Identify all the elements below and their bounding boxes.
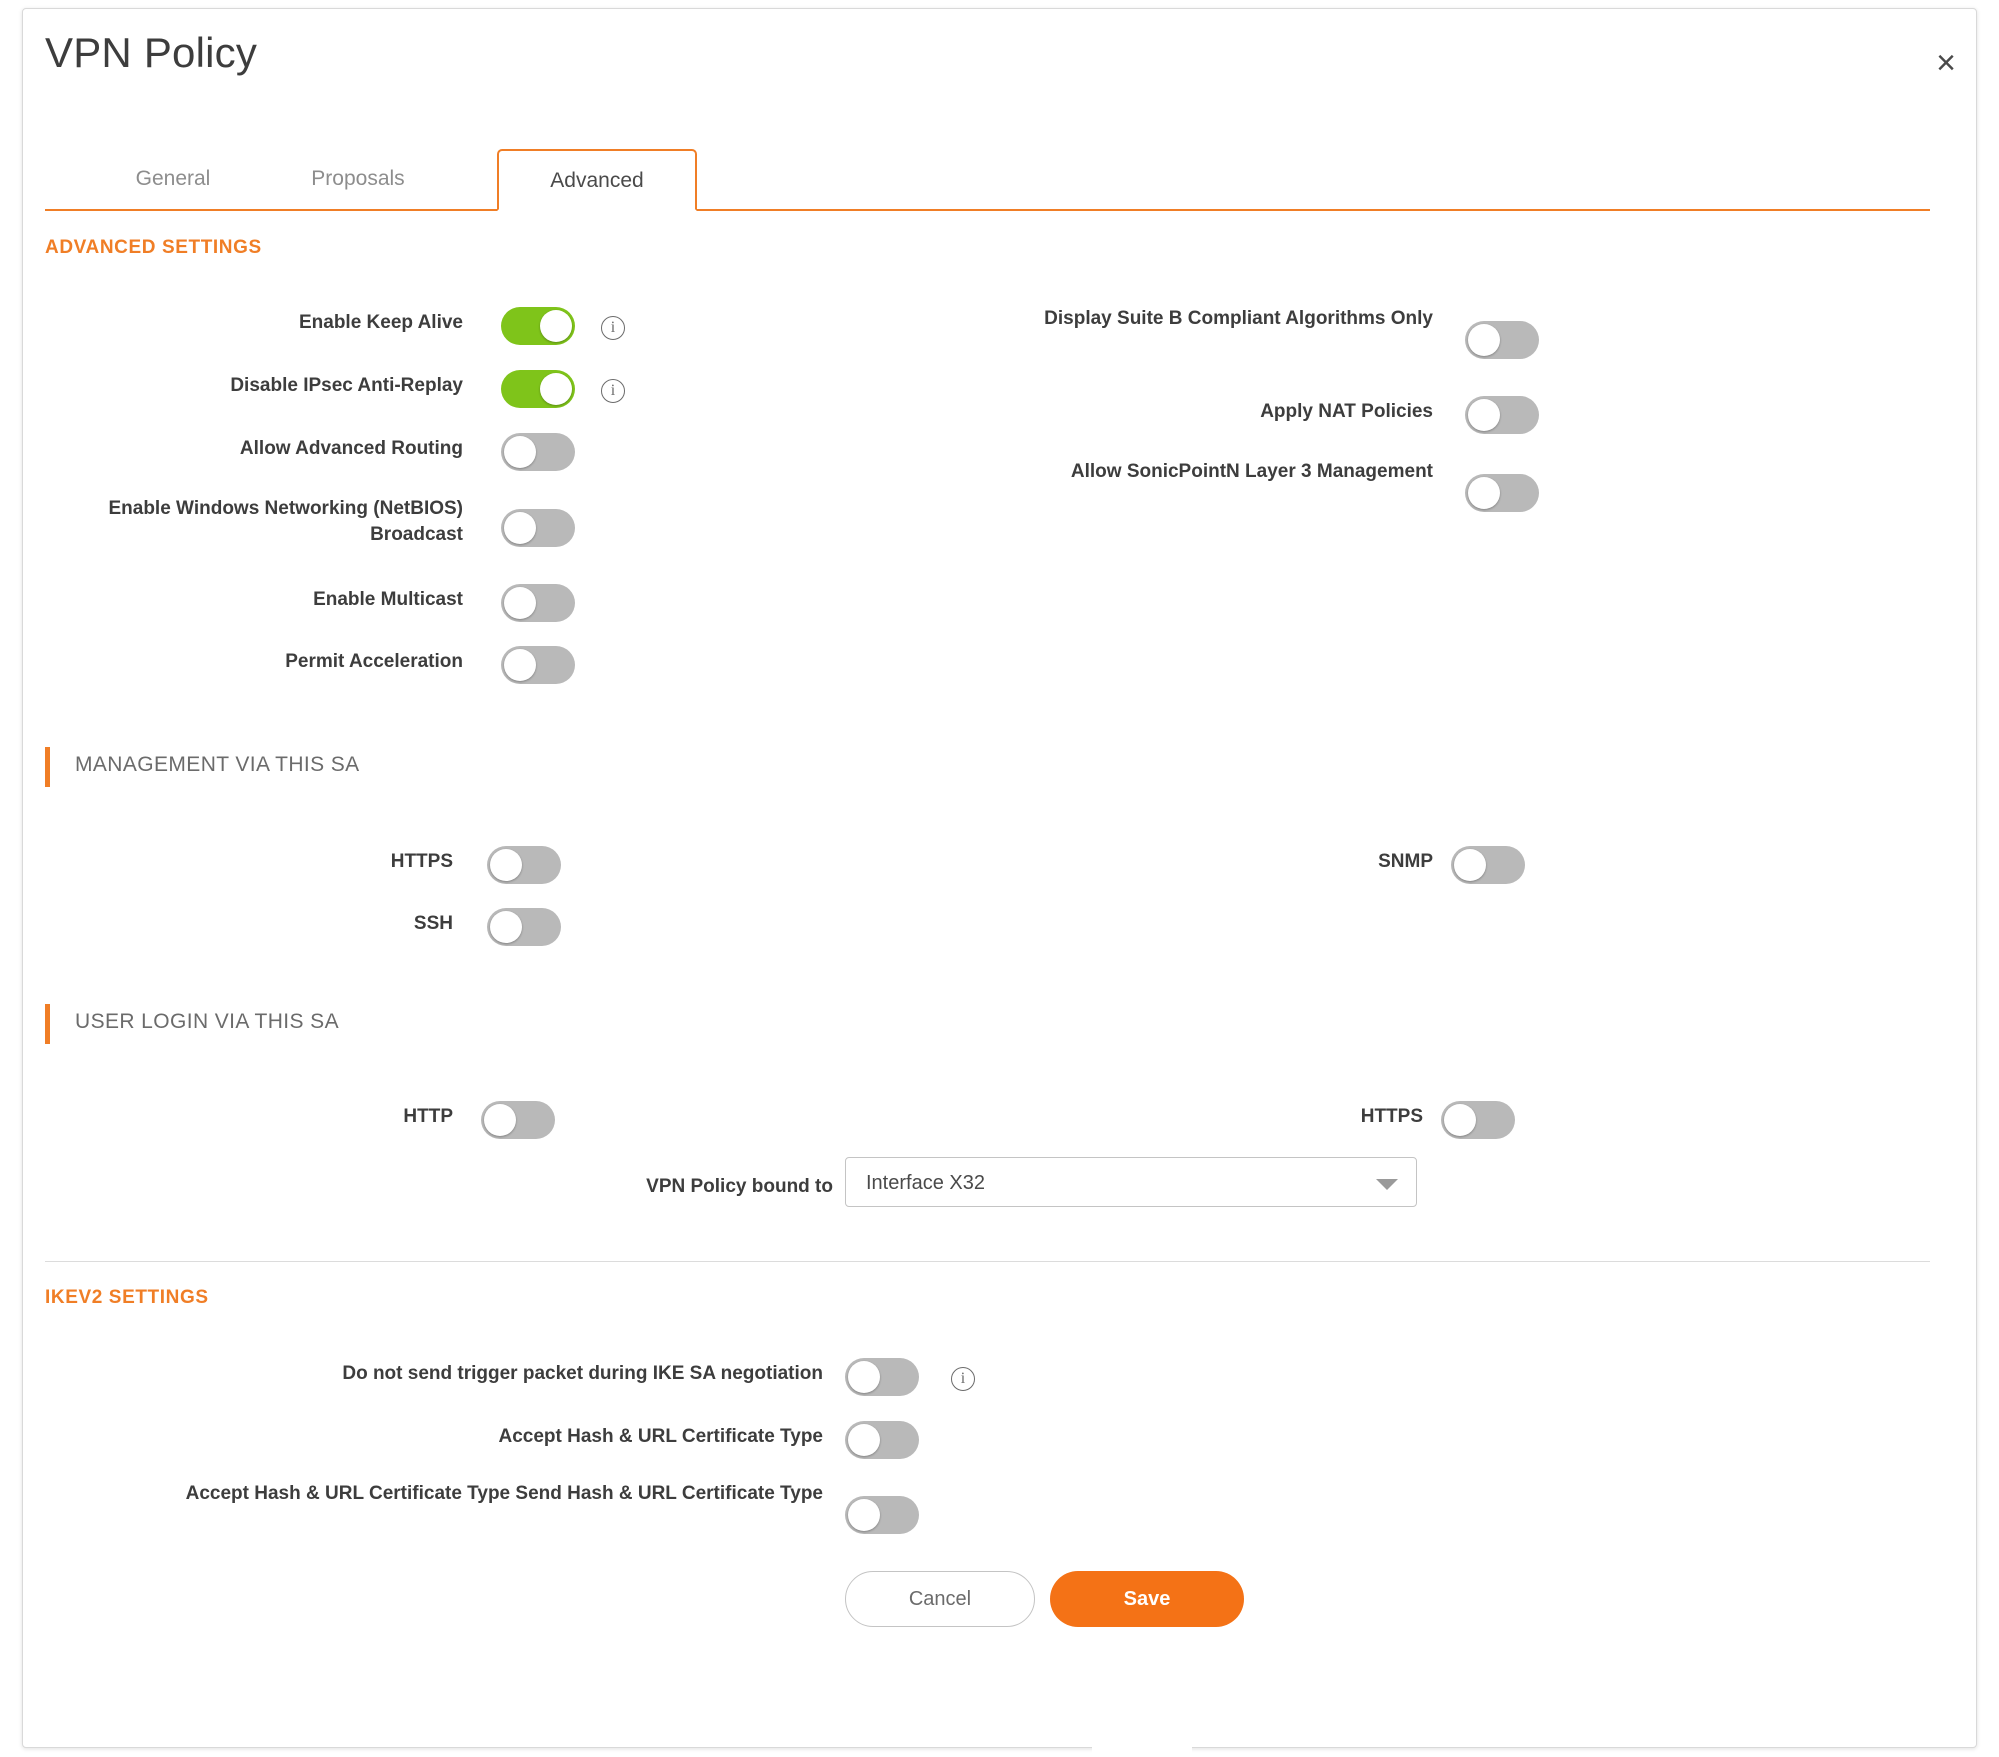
close-icon[interactable]: × [1936,44,1956,82]
toggle-display-suite-b[interactable] [1465,321,1539,359]
label-disable-ipsec-anti-replay: Disable IPsec Anti-Replay [230,375,463,396]
toggle-user-login-http[interactable] [481,1101,555,1139]
label-enable-netbios-broadcast: Enable Windows Networking (NetBIOS) Broadcast [108,498,463,545]
label-display-suite-b: Display Suite B Compliant Algorithms Only [1044,308,1433,329]
label-accept-hash-url-cert: Accept Hash & URL Certificate Type [498,1426,823,1447]
ikev2-settings-heading: IKEV2 SETTINGS [45,1287,209,1308]
label-allow-advanced-routing: Allow Advanced Routing [239,438,463,459]
label-accept-send-hash-url-cert: Accept Hash & URL Certificate Type Send Hash & URL Certificate Type [185,1483,823,1504]
toggle-enable-multicast[interactable] [501,584,575,622]
vpn-policy-bound-to-select[interactable] [845,1157,1417,1207]
label-allow-sonicpointn-l3: Allow SonicPointN Layer 3 Management [1070,461,1433,482]
vpn-policy-dialog [22,8,1977,1748]
info-icon-disable-ipsec-anti-replay[interactable]: i [601,379,625,403]
label-management-https: HTTPS [390,851,453,872]
chevron-down-icon [1376,1179,1398,1190]
toggle-no-trigger-packet[interactable] [845,1358,919,1396]
label-management-ssh: SSH [413,913,453,934]
page-bottom-strip [1092,1745,1192,1755]
toggle-accept-hash-url-cert[interactable] [845,1421,919,1459]
management-sa-accent-bar [45,747,50,787]
tab-bar [45,149,1930,211]
toggle-management-snmp[interactable] [1451,846,1525,884]
label-no-trigger-packet: Do not send trigger packet during IKE SA negotiation [342,1363,823,1384]
label-vpn-policy-bound-to: VPN Policy bound to [646,1176,833,1197]
management-sa-heading: MANAGEMENT VIA THIS SA [75,753,360,776]
tab-advanced[interactable]: Advanced [497,149,697,211]
toggle-allow-advanced-routing[interactable] [501,433,575,471]
vpn-policy-bound-to-value: Interface X32 [866,1172,985,1194]
label-apply-nat-policies: Apply NAT Policies [1260,401,1433,422]
user-login-sa-heading: USER LOGIN VIA THIS SA [75,1010,339,1033]
label-permit-acceleration: Permit Acceleration [285,651,463,672]
toggle-accept-send-hash-url-cert[interactable] [845,1496,919,1534]
save-button[interactable]: Save [1050,1571,1244,1627]
cancel-button[interactable]: Cancel [845,1571,1035,1627]
label-enable-multicast: Enable Multicast [313,589,463,610]
toggle-enable-keep-alive[interactable] [501,307,575,345]
label-user-login-https: HTTPS [1360,1106,1423,1127]
info-icon-no-trigger-packet[interactable]: i [951,1367,975,1391]
toggle-disable-ipsec-anti-replay[interactable] [501,370,575,408]
toggle-management-ssh[interactable] [487,908,561,946]
toggle-allow-sonicpointn-l3[interactable] [1465,474,1539,512]
section-divider [45,1261,1930,1262]
label-enable-keep-alive: Enable Keep Alive [298,312,463,333]
toggle-apply-nat-policies[interactable] [1465,396,1539,434]
advanced-settings-heading: ADVANCED SETTINGS [45,237,262,258]
page-title: VPN Policy [45,29,258,76]
toggle-enable-netbios-broadcast[interactable] [501,509,575,547]
tab-proposals[interactable]: Proposals [311,167,405,190]
toggle-user-login-https[interactable] [1441,1101,1515,1139]
label-user-login-http: HTTP [403,1106,453,1127]
user-login-sa-accent-bar [45,1004,50,1044]
info-icon-enable-keep-alive[interactable]: i [601,316,625,340]
label-management-snmp: SNMP [1378,851,1433,872]
toggle-management-https[interactable] [487,846,561,884]
tab-general[interactable]: General [135,167,211,190]
toggle-permit-acceleration[interactable] [501,646,575,684]
